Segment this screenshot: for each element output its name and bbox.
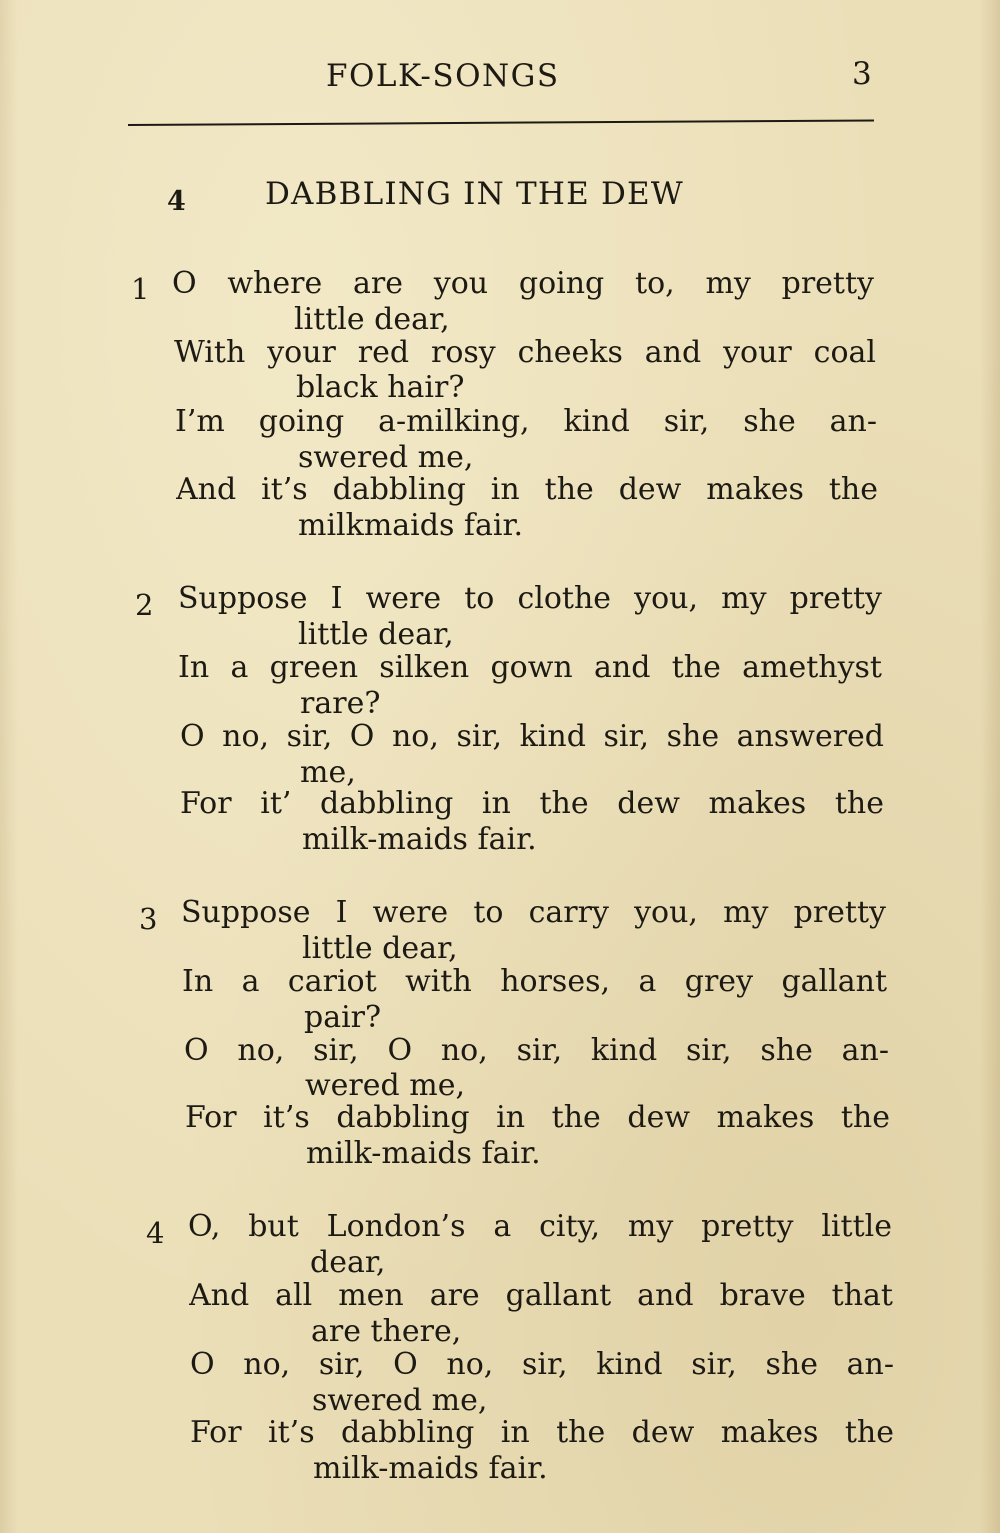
verse-number: 4 xyxy=(146,1216,165,1250)
verse-line: O, but London’s a city, my pretty little xyxy=(188,1209,892,1244)
verse-line: And all men are gallant and brave that xyxy=(189,1278,893,1313)
verse-line: little dear, xyxy=(302,931,458,966)
verse-line: milk-maids fair. xyxy=(313,1451,548,1486)
verse-number: 1 xyxy=(131,272,150,306)
song-title: DABBLING IN THE DEW xyxy=(265,176,684,212)
verse-line: swered me, xyxy=(312,1383,488,1418)
verse-line: In a cariot with horses, a grey gallant xyxy=(182,964,887,999)
verse-line: milk-maids fair. xyxy=(306,1136,541,1171)
song-number: 4 xyxy=(167,186,186,217)
verse-line: In a green silken gown and the amethyst xyxy=(178,650,882,685)
verse-line: And it’s dabbling in the dew makes the xyxy=(176,472,878,507)
verse-line: O no, sir, O no, sir, kind sir, she an- xyxy=(184,1033,889,1068)
verse-line: pair? xyxy=(304,1000,382,1035)
verse-line: little dear, xyxy=(294,302,450,337)
running-head: FOLK-SONGS xyxy=(326,58,560,94)
verse-line: swered me, xyxy=(298,440,474,475)
verse-line: O no, sir, O no, sir, kind sir, she answered xyxy=(180,719,884,754)
verse-line: wered me, xyxy=(305,1068,466,1103)
verse-line: For it’s dabbling in the dew makes the xyxy=(185,1100,890,1135)
verse-line: For it’ dabbling in the dew makes the xyxy=(180,786,884,821)
verse-line: rare? xyxy=(300,686,381,721)
verse-line: Suppose I were to carry you, my pretty xyxy=(181,895,886,930)
verse-line: black hair? xyxy=(296,370,465,405)
verse-line: O where are you going to, my pretty xyxy=(172,266,874,301)
page-number: 3 xyxy=(852,56,872,92)
verse-line: For it’s dabbling in the dew makes the xyxy=(190,1415,894,1450)
verse-line: I’m going a-milking, kind sir, she an- xyxy=(175,404,877,439)
verse-line: With your red rosy cheeks and your coal xyxy=(174,335,876,370)
verse-line: little dear, xyxy=(298,617,454,652)
verse-line: are there, xyxy=(311,1314,462,1349)
verse-line: Suppose I were to clothe you, my pretty xyxy=(178,581,882,616)
verse-line: dear, xyxy=(310,1245,386,1280)
verse-number: 3 xyxy=(139,902,158,936)
verse-number: 2 xyxy=(135,588,154,622)
header-rule xyxy=(128,119,874,126)
verse-line: milk-maids fair. xyxy=(302,822,537,857)
verse-line: O no, sir, O no, sir, kind sir, she an- xyxy=(190,1347,894,1382)
verse-line: milkmaids fair. xyxy=(298,508,524,543)
verse-line: me, xyxy=(300,755,356,790)
